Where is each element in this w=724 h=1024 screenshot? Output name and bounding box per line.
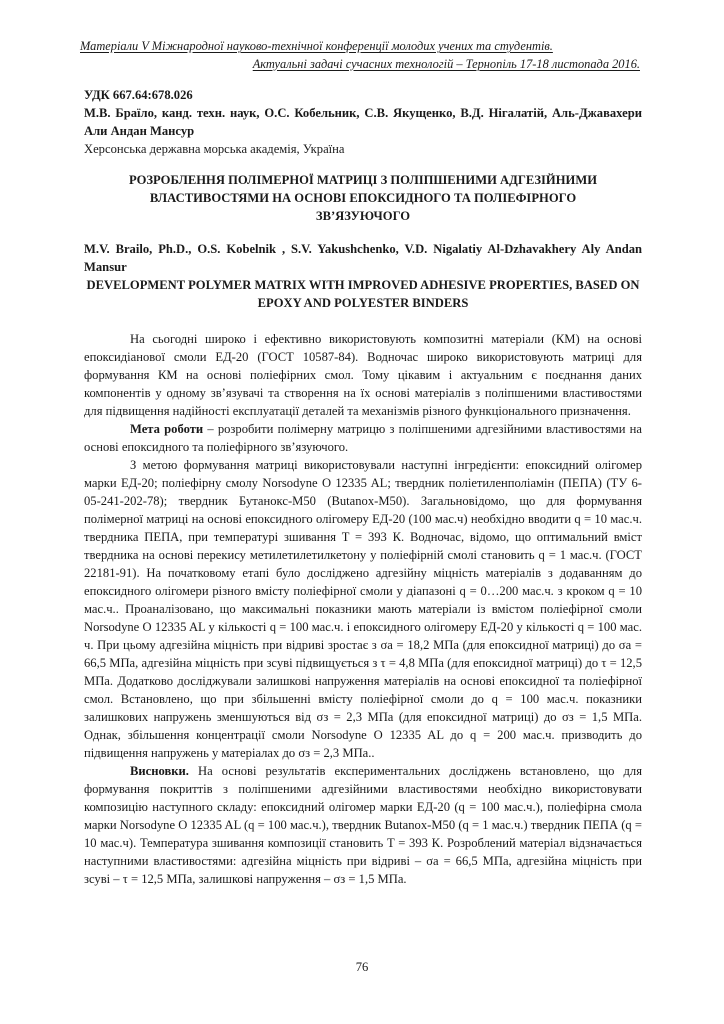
udk-code: УДК 667.64:678.026 — [84, 88, 193, 102]
body-text — [84, 330, 642, 888]
title-en: DEVELOPMENT POLYMER MATRIX WITH IMPROVED ADHESIVE PROPERTIES, BASED ON EPOXY AND POLYESTER BINDERS — [86, 278, 640, 310]
article-body — [84, 86, 642, 888]
page-number: 76 — [355, 960, 369, 974]
paragraph-goal — [84, 420, 642, 456]
affiliation: Херсонська державна морська академія, Україна — [84, 142, 345, 156]
running-header — [80, 38, 640, 73]
paragraph-conclusions — [84, 762, 642, 888]
authors-en: M.V. Brailo, Ph.D., O.S. Kobelnik , S.V. Yakushchenko, V.D. Nigalatiy Al-Dzhavakhery Aly Andan Mansur — [84, 242, 642, 274]
conclusions-label: Висновки. — [130, 764, 189, 778]
title-ua: РОЗРОБЛЕННЯ ПОЛІМЕРНОЇ МАТРИЦІ З ПОЛІПШЕНИМИ АДГЕЗІЙНИМИ ВЛАСТИВОСТЯМИ НА ОСНОВІ ЕПОКСИДНОГО ТА ПОЛІЕФІРНОГО ЗВ’ЯЗУЮЧОГО — [128, 173, 598, 223]
header-line-1: Матеріали V Міжнародної науково-технічної конференції молодих учених та студентів. — [80, 39, 553, 53]
goal-text: – розробити полімерну матрицю з поліпшеними адгезійними властивостями на основі епоксидного та поліефірного зв’язуючого. — [84, 422, 642, 454]
paragraph-intro: На сьогодні широко і ефективно використовують композитні матеріали (КМ) на основі епоксидіанової смоли ЕД-20 (ГОСТ 10587-84). Водночас широко використовують матриці для формування КМ на основі поліефірних смол. Тому цікавим і актуальним є поєднання даних компонентів у одному зв’язувачі та створення на їх основі матеріалів з поліпшеними властивостями для підвищення надійності експлуатації деталей та механізмів різного функціонального призначення. — [84, 332, 642, 418]
paragraph-methods: З метою формування матриці використовували наступні інгредієнти: епоксидний олігомер марки ЕД-20; поліефірну смолу Norsodyne O 12335 AL; твердник поліетиленполіамін (ПЕПА) (ТУ 6-05-241-202-78); твердник Бутанокс-М50 (Butanox-M50). Загальновідомо, що для формування полімерної матриці на основі епоксидного олігомеру ЕД-20 (100 мас.ч) необхідно вводити q = 10 мас.ч. твердника ПЕПА, при температурі зшивання T = 393 К. Водночас, відомо, що оптимальний вміст твердника на основі перекису метилетилетилкетону у поліефірній смолі становить q = 1 мас.ч. (ГОСТ 22181-91). На початковому етапі було досліджено адгезійну міцність матеріалів з додаванням до епоксидного олігомери різного вмісту поліефірної смоли у діапазоні q = 0…200 мас.ч. з кроком q = 10 мас.ч.. Проаналізовано, що максимальні показники мають матеріали із вмістом поліефірної смоли Norsodyne O 12335 AL у кількості q = 100 мас.ч. і епоксидного олігомеру ЕД-20 у кількості q = 100 мас. ч. При цьому адгезійна міцність при відриві зростає з σa = 18,2 МПа (для епоксидної матриці) до σa = 66,5 МПа, адгезійна міцність при зсуві підвищується з τ = 4,8 МПа (для епоксидної матриці) до τ = 12,5 МПа. Додатково досліджували залишкові напруження матеріалів на основі епоксидної та поліефірної смол. Встановлено, що при збільшенні вмісту поліефірної смоли до q = 100 мас.ч. показники залишкових напружень зменшуються від σз = 2,3 МПа (для епоксидної матриці) до σз = 1,5 МПа. Однак, збільшення концентрації смоли Norsodyne O 12335 AL до q = 200 мас.ч. призводить до підвищення напружень у матеріалах до σз = 2,3 МПа.. — [84, 458, 642, 760]
goal-label: Мета роботи — [130, 422, 204, 436]
conclusions-text: На основі результатів експериментальних досліджень встановлено, що для формування покриттів з поліпшеними адгезійними властивостями необхідно використовувати композицію наступного складу: епоксидний олігомер марки ЕД-20 (q = 100 мас.ч.), поліефірна смола марки Norsodyne O 12335 AL (q = 100 мас.ч.), твердник Butanox-M50 (q = 1 мас.ч.) твердник ПЕПА (q = 10 мас.ч). Температура зшивання композиції становить T = 393 К. Розроблений матеріал відзначається наступними властивостями: адгезійна міцність при відриві – σa = 66,5 МПа, адгезійна міцність при зсуві – τ = 12,5 МПа, залишкові напруження – σз = 1,5 МПа. — [84, 764, 642, 886]
authors-ua: М.В. Браїло, канд. техн. наук, О.С. Кобельник, С.В. Якущенко, В.Д. Нігалатій, Аль-Джавахери Али Андан Мансур — [84, 106, 642, 138]
header-line-2: Актуальні задачі сучасних технологій – Тернопіль 17-18 листопада 2016. — [252, 56, 640, 71]
